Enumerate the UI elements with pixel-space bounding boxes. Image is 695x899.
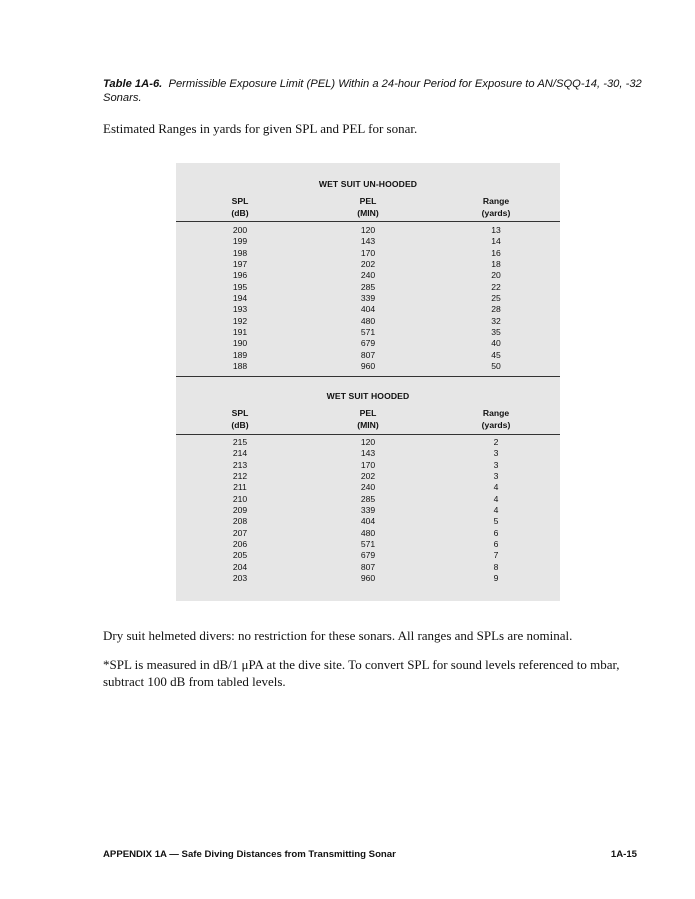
spl-cell: 190 xyxy=(232,338,248,349)
pel-cell: 339 xyxy=(360,505,376,516)
spl-cell: 203 xyxy=(232,573,248,584)
range-cell: 4 xyxy=(493,482,499,493)
header-range xyxy=(456,408,536,431)
spl-cell: 199 xyxy=(232,236,248,247)
pel-cell: 960 xyxy=(360,573,376,584)
table-row xyxy=(176,494,560,505)
note-dry-suit: Dry suit helmeted divers: no restriction for these sonars. All ranges and SPLs are nominal. xyxy=(103,628,573,643)
range-cell: 28 xyxy=(491,304,501,315)
range-cell: 6 xyxy=(493,527,499,538)
header-pel xyxy=(328,196,408,219)
range-cell: 13 xyxy=(491,225,501,235)
range-cell: 3 xyxy=(493,459,499,470)
header-range-name: Range xyxy=(482,196,510,206)
table-caption-label: Table 1A-6. xyxy=(103,78,163,90)
pel-cell: 120 xyxy=(360,437,376,447)
table-row xyxy=(176,539,560,550)
spl-cell: 215 xyxy=(232,437,248,447)
pel-cell: 143 xyxy=(360,236,376,247)
range-cell: 3 xyxy=(493,471,499,482)
range-cell: 14 xyxy=(491,236,501,247)
intro-text: Estimated Ranges in yards for given SPL and PEL for sonar. xyxy=(103,121,418,136)
range-cell: 4 xyxy=(493,505,499,516)
spl-cell: 213 xyxy=(232,459,248,470)
pel-cell: 679 xyxy=(360,550,376,561)
table-row xyxy=(176,327,560,338)
spl-cell: 205 xyxy=(232,550,248,561)
header-spl xyxy=(200,196,280,219)
pel-cell: 339 xyxy=(360,293,376,304)
spl-cell: 189 xyxy=(232,349,248,360)
table-row xyxy=(176,248,560,259)
table-row xyxy=(176,293,560,304)
range-cell: 22 xyxy=(491,281,501,292)
table-caption-text: Permissible Exposure Limit (PEL) Within a 24-hour Period for Exposure to AN/SQQ-14, -30, -32 Sonars. xyxy=(103,78,642,104)
spl-cell: 197 xyxy=(232,259,248,270)
header-range xyxy=(456,196,536,219)
table-row xyxy=(176,550,560,561)
range-cell: 8 xyxy=(493,561,499,572)
header-rule xyxy=(176,434,560,435)
section-title-hooded: WET SUIT HOODED xyxy=(326,391,410,401)
table-row xyxy=(176,573,560,584)
spl-cell: 198 xyxy=(232,247,248,258)
range-cell: 40 xyxy=(491,338,501,349)
exposure-table xyxy=(176,163,560,601)
table-row xyxy=(176,350,560,361)
table-row xyxy=(176,562,560,573)
pel-cell: 240 xyxy=(360,482,376,493)
rows-unhooded xyxy=(176,225,560,372)
pel-cell: 285 xyxy=(360,493,376,504)
pel-cell: 480 xyxy=(360,315,376,326)
section-title-unhooded: WET SUIT UN-HOODED xyxy=(318,179,418,189)
spl-cell: 209 xyxy=(232,505,248,516)
table-row xyxy=(176,448,560,459)
note-spl-conversion: *SPL is measured in dB/1 μPA at the dive site. To convert SPL for sound levels referenced to mbar, subtract 100 dB from tabled levels. xyxy=(103,657,620,689)
header-pel xyxy=(328,408,408,431)
header-spl-unit: (dB) xyxy=(231,207,249,218)
spl-cell: 214 xyxy=(232,448,248,459)
table-row xyxy=(176,471,560,482)
range-cell: 3 xyxy=(493,448,499,459)
header-pel-unit: (MIN) xyxy=(357,419,379,430)
range-cell: 6 xyxy=(493,539,499,550)
spl-cell: 191 xyxy=(232,327,248,338)
section-divider xyxy=(176,376,560,377)
header-pel-name: PEL xyxy=(359,408,377,418)
spl-cell: 207 xyxy=(232,527,248,538)
range-cell: 45 xyxy=(491,349,501,360)
header-pel-unit: (MIN) xyxy=(357,207,379,218)
spl-cell: 200 xyxy=(232,225,248,235)
header-spl-name: SPL xyxy=(231,196,249,206)
pel-cell: 120 xyxy=(360,225,376,235)
pel-cell: 807 xyxy=(360,349,376,360)
page-number: 1A-15 xyxy=(610,849,637,860)
table-caption xyxy=(103,77,643,105)
header-range-name: Range xyxy=(482,408,510,418)
header-spl xyxy=(200,408,280,431)
table-row xyxy=(176,259,560,270)
spl-cell: 193 xyxy=(232,304,248,315)
pel-cell: 480 xyxy=(360,527,376,538)
table-row xyxy=(176,361,560,372)
header-range-unit: (yards) xyxy=(481,207,511,218)
range-cell: 18 xyxy=(491,259,501,270)
spl-cell: 206 xyxy=(232,539,248,550)
spl-cell: 188 xyxy=(232,361,248,372)
pel-cell: 571 xyxy=(360,539,376,550)
pel-cell: 240 xyxy=(360,270,376,281)
table-row xyxy=(176,505,560,516)
range-cell: 5 xyxy=(493,516,499,527)
spl-cell: 212 xyxy=(232,471,248,482)
pel-cell: 807 xyxy=(360,561,376,572)
pel-cell: 571 xyxy=(360,327,376,338)
table-row xyxy=(176,528,560,539)
spl-cell: 194 xyxy=(232,293,248,304)
range-cell: 25 xyxy=(491,293,501,304)
header-spl-unit: (dB) xyxy=(231,419,249,430)
header-range-unit: (yards) xyxy=(481,419,511,430)
spl-cell: 204 xyxy=(232,561,248,572)
range-cell: 9 xyxy=(493,573,499,584)
footer-title: APPENDIX 1A — Safe Diving Distances from Transmitting Sonar xyxy=(103,849,396,860)
table-row xyxy=(176,460,560,471)
header-pel-name: PEL xyxy=(359,196,377,206)
pel-cell: 202 xyxy=(360,259,376,270)
pel-cell: 285 xyxy=(360,281,376,292)
header-spl-name: SPL xyxy=(231,408,249,418)
range-cell: 35 xyxy=(491,327,501,338)
pel-cell: 679 xyxy=(360,338,376,349)
table-row xyxy=(176,338,560,349)
table-row xyxy=(176,482,560,493)
spl-cell: 192 xyxy=(232,315,248,326)
table-row xyxy=(176,516,560,527)
pel-cell: 143 xyxy=(360,448,376,459)
spl-cell: 195 xyxy=(232,281,248,292)
spl-cell: 211 xyxy=(233,482,247,493)
pel-cell: 202 xyxy=(360,471,376,482)
range-cell: 32 xyxy=(491,315,501,326)
range-cell: 2 xyxy=(493,437,499,447)
pel-cell: 404 xyxy=(360,304,376,315)
header-rule xyxy=(176,221,560,222)
table-row xyxy=(176,304,560,315)
spl-cell: 210 xyxy=(232,493,248,504)
table-row xyxy=(176,437,560,448)
table-row xyxy=(176,282,560,293)
range-cell: 16 xyxy=(491,247,501,258)
pel-cell: 404 xyxy=(360,516,376,527)
pel-cell: 170 xyxy=(360,459,376,470)
pel-cell: 960 xyxy=(360,361,376,372)
range-cell: 7 xyxy=(493,550,499,561)
rows-hooded xyxy=(176,437,560,584)
spl-cell: 208 xyxy=(232,516,248,527)
range-cell: 50 xyxy=(491,361,501,372)
spl-cell: 196 xyxy=(232,270,248,281)
table-row xyxy=(176,236,560,247)
table-row xyxy=(176,225,560,236)
range-cell: 4 xyxy=(493,493,499,504)
table-row xyxy=(176,270,560,281)
range-cell: 20 xyxy=(491,270,501,281)
table-row xyxy=(176,316,560,327)
pel-cell: 170 xyxy=(360,247,376,258)
